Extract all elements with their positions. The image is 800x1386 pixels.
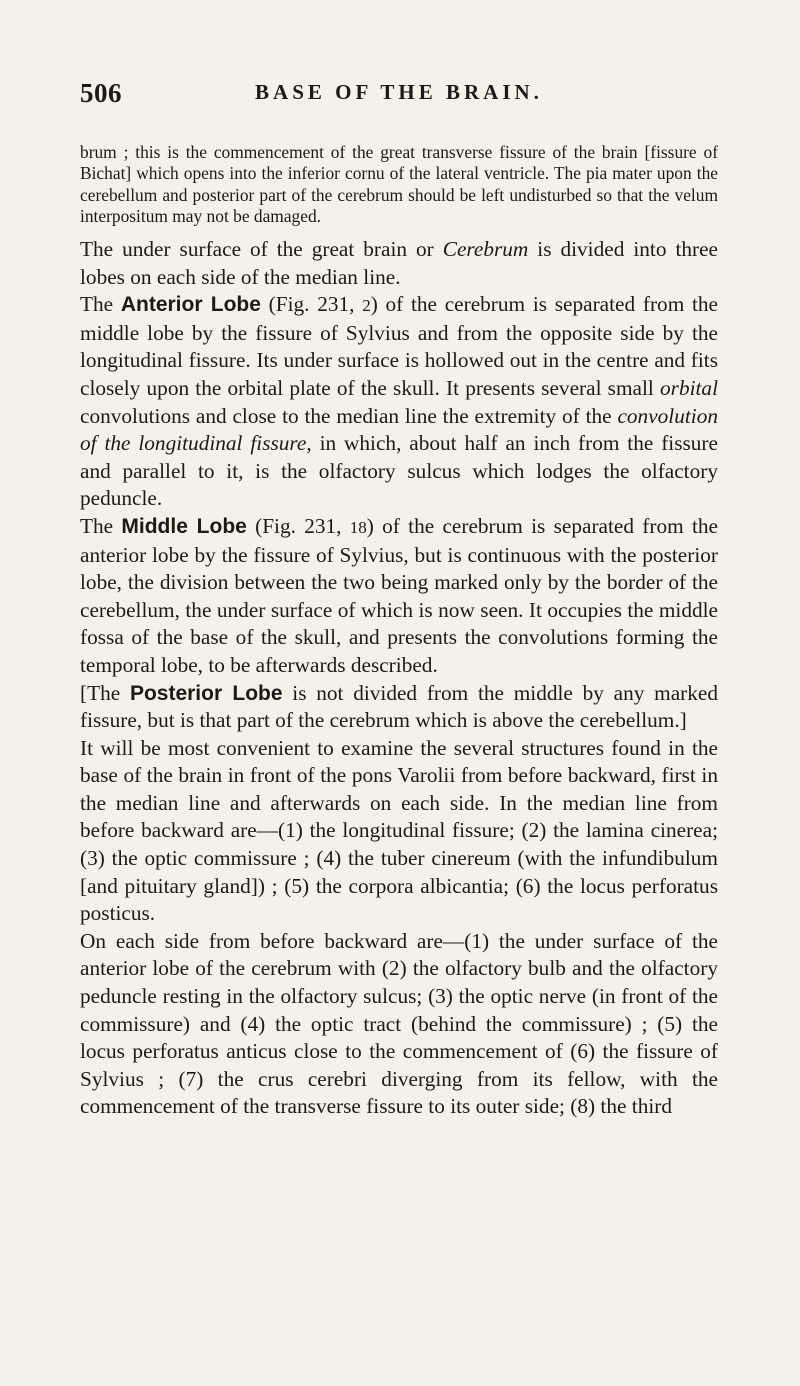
page-header [80, 78, 718, 112]
text-run: convolutions and close to the median line the extremity of the [80, 403, 618, 428]
page-number: 506 [80, 78, 122, 108]
paragraph-posterior-lobe [80, 680, 718, 735]
heading-anterior-lobe: Anterior Lobe [120, 293, 261, 317]
running-head: BASE OF THE BRAIN. [255, 80, 543, 104]
text-run: ) of the cerebrum is separated from the anterior lobe by the fissure of Sylvius, but is continuous with the posterior lobe, the division between the two being marked only by the border of the cerebellum, the under surface of which is now seen. It occupies the middle fossa of the base of the skull, and presents the convolutions forming the temporal lobe, to be afterwards described. [80, 513, 718, 677]
figure-ref-number: 18 [349, 517, 367, 537]
text-run: , in which, about half an inch from the fissure and parallel to it, is the olfactory sulcus which lodges the olfactory peduncle. [80, 431, 718, 511]
text-run: (Fig. 231, [260, 292, 363, 317]
text-run: The under surface of the great brain or [80, 237, 443, 261]
heading-middle-lobe: Middle Lobe [121, 514, 247, 538]
figure-ref-number: 2 [362, 296, 371, 316]
italic-term: convolution of the longitudinal fissure [80, 403, 718, 456]
italic-term: orbital [660, 375, 718, 400]
paragraph-median-structures: It will be most convenient to examine the several structures found in the base of the brain in front of the pons Varolii from before backward, first in the median line and afterwards on each side. In the median line from before backward are—(1) the longitudinal fissure; (2) the lamina cinerea; (3) the optic commissure ; (4) the tuber cinereum (with the infundibulum [and pituitary gland]) ; (5) the corpora albicantia; (6) the locus perforatus posticus. [80, 735, 718, 926]
italic-term: Cerebrum [442, 237, 529, 261]
text-run: is divided into three lobes on each side of the median line. [80, 237, 719, 289]
text-run: is not divided from the middle by any marked fissure, but is that part of the cerebrum which is above the cerebellum.] [80, 680, 718, 733]
paragraph-cerebrum [80, 236, 718, 291]
paragraph-lateral-structures: On each side from before backward are—(1) the under surface of the anterior lobe of the cerebrum with (2) the olfactory bulb and the olfactory peduncle resting in the olfactory sulcus; (3) the optic nerve (in front of the commissure) and (4) the optic tract (behind the commissure) ; (5) the locus perforatus anticus close to the commencement of (6) the fissure of Sylvius ; (7) the crus cerebri diverging from its fellow, with the commencement of the transverse fissure to its outer side; (8) the third [80, 928, 718, 1119]
paragraph-middle-lobe [80, 513, 718, 680]
paragraph-anterior-lobe [80, 291, 718, 513]
text-run: The [80, 292, 121, 317]
text-run: The [80, 513, 122, 538]
intro-paragraph: brum ; this is the commencement of the great transverse fissure of the brain [fissure of Bichat] which opens into the inferior cornu of the lateral ventricle. The pia mater upon the cerebellum and posterior part of the cerebrum should be left undisturbed so that the velum interpositum may not be damaged. [80, 142, 718, 227]
text-run: ) of the cerebrum is separated from the middle lobe by the fissure of Sylvius and from the opposite side by the longitudinal fissure. Its under surface is hollowed out in the centre and fits closely upon the orbital plate of the skull. It presents several small [80, 292, 719, 400]
main-text [80, 236, 718, 1121]
heading-posterior-lobe: Posterior Lobe [129, 681, 283, 705]
text-run: (Fig. 231, [246, 513, 350, 538]
text-run: [The [80, 680, 130, 705]
